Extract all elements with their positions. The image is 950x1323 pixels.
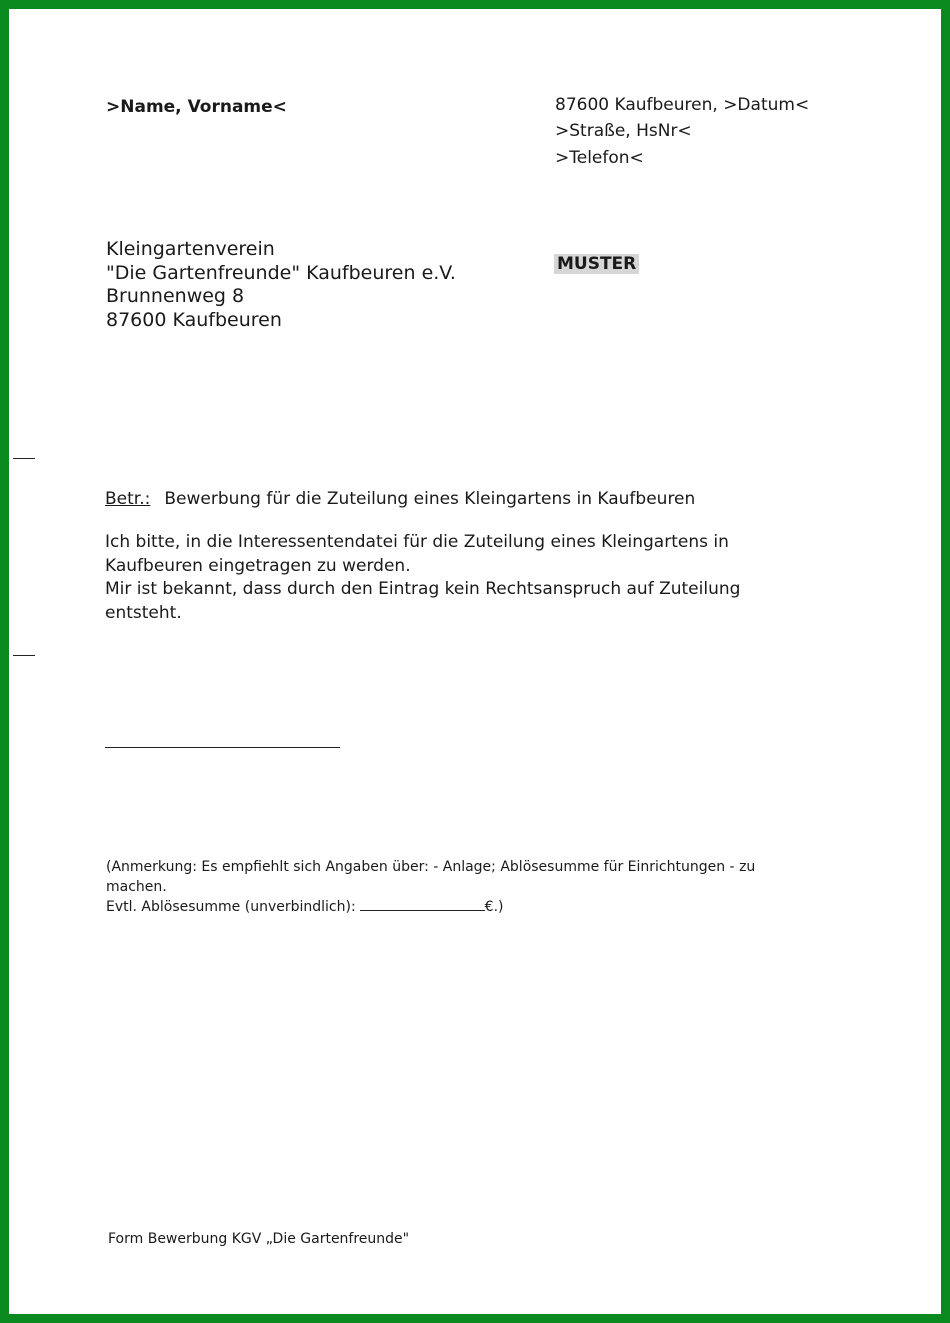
amount-line <box>106 897 806 917</box>
sender-street: >Straße, HsNr< <box>555 121 692 141</box>
sample-stamp: MUSTER <box>554 254 639 274</box>
note-text: (Anmerkung: Es empfiehlt sich Angaben über: - Anlage; Ablösesumme für Einrichtungen - zu machen. <box>106 859 756 895</box>
recipient-line-1: Kleingartenverein <box>106 238 275 260</box>
amount-suffix: €.) <box>484 899 504 915</box>
fold-mark-bottom <box>13 655 35 656</box>
body-paragraph-1: Ich bitte, in die Interessentendatei für die Zuteilung eines Kleingartens in Kaufbeuren eingetragen zu werden. <box>105 532 729 576</box>
recipient-line-2: "Die Gartenfreunde" Kaufbeuren e.V. <box>106 261 456 284</box>
recipient-line-3: Brunnenweg 8 <box>106 285 245 307</box>
sender-phone: >Telefon< <box>555 148 644 168</box>
amount-blank <box>360 898 485 911</box>
recipient-address <box>106 238 456 332</box>
place-date-line: 87600 Kaufbeuren, >Datum< <box>555 95 810 115</box>
signature-line <box>105 747 340 748</box>
recipient-line-4: 87600 Kaufbeuren <box>106 308 282 331</box>
body-paragraph-2: Mir ist bekannt, dass durch den Eintrag kein Rechtsanspruch auf Zuteilung entsteht. <box>105 579 741 623</box>
sender-name: >Name, Vorname< <box>106 97 287 117</box>
letter-body <box>105 531 795 625</box>
fold-mark-top <box>13 458 35 459</box>
subject-label: Betr.: <box>105 489 151 509</box>
note-block <box>106 857 806 917</box>
amount-label: Evtl. Ablösesumme (unverbindlich): <box>106 899 356 915</box>
form-footer: Form Bewerbung KGV „Die Gartenfreunde" <box>108 1231 410 1247</box>
subject-text: Bewerbung für die Zuteilung eines Kleingartens in Kaufbeuren <box>164 489 696 509</box>
letter-page <box>9 9 941 1314</box>
subject-line <box>105 489 695 509</box>
